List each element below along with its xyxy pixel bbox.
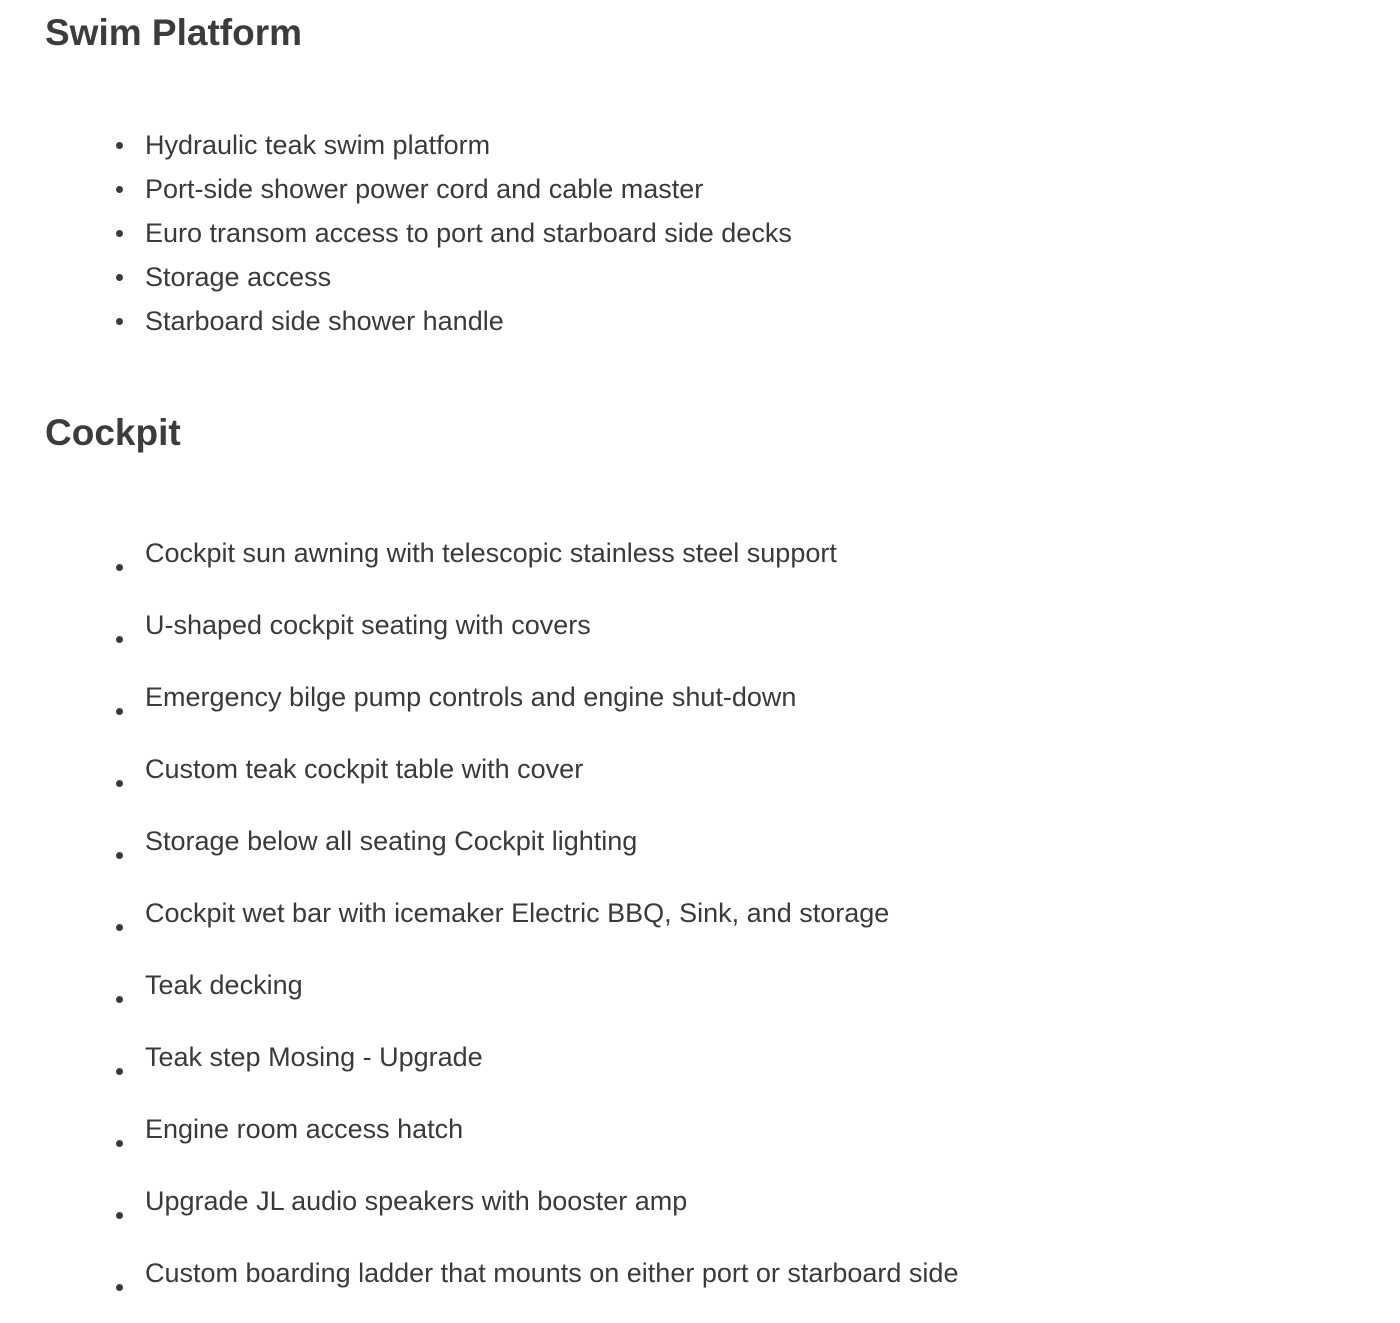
list-item-text: Hydraulic teak swim platform [145, 130, 491, 160]
list-item-text: Engine room access hatch [145, 1114, 464, 1144]
list-item [45, 675, 1345, 747]
bullet-icon [116, 924, 123, 931]
list-item [45, 211, 1345, 255]
list-item [45, 603, 1345, 675]
bullet-icon [116, 636, 123, 643]
bullet-icon [116, 996, 123, 1003]
list-item-text: U-shaped cockpit seating with covers [145, 610, 591, 640]
bullet-icon [116, 852, 123, 859]
list-item [45, 167, 1345, 211]
list-item [45, 963, 1345, 1035]
bullet-icon [116, 708, 123, 715]
feature-list [45, 123, 1345, 343]
section-swim-platform [45, 11, 1345, 343]
list-item-text: Custom teak cockpit table with cover [145, 754, 584, 784]
list-item-text: Teak decking [145, 970, 303, 1000]
bullet-icon [116, 564, 123, 571]
list-item [45, 1179, 1345, 1251]
list-item-text: Port-side shower power cord and cable master [145, 174, 704, 204]
list-item [45, 299, 1345, 343]
section-title: Swim Platform [45, 12, 302, 53]
list-item-text: Custom boarding ladder that mounts on either port or starboard side [145, 1258, 959, 1288]
list-item [45, 123, 1345, 167]
bullet-icon [116, 274, 123, 281]
bullet-icon [116, 318, 123, 325]
list-item [45, 1251, 1345, 1323]
list-item-text: Emergency bilge pump controls and engine shut-down [145, 682, 797, 712]
bullet-icon [116, 230, 123, 237]
list-item-text: Storage access [145, 262, 332, 292]
list-item-text: Cockpit sun awning with telescopic stainless steel support [145, 538, 837, 568]
bullet-icon [116, 1140, 123, 1147]
section-cockpit [45, 411, 1345, 1323]
bullet-icon [116, 186, 123, 193]
list-item-text: Upgrade JL audio speakers with booster amp [145, 1186, 688, 1216]
bullet-icon [116, 1284, 123, 1291]
list-item [45, 747, 1345, 819]
list-item-text: Euro transom access to port and starboard side decks [145, 218, 792, 248]
bullet-icon [116, 1068, 123, 1075]
list-item-text: Cockpit wet bar with icemaker Electric BBQ, Sink, and storage [145, 898, 890, 928]
bullet-icon [116, 142, 123, 149]
list-item-text: Teak step Mosing - Upgrade [145, 1042, 483, 1072]
list-item-text: Starboard side shower handle [145, 306, 504, 336]
feature-list [45, 531, 1345, 1323]
list-item [45, 1107, 1345, 1179]
list-item [45, 531, 1345, 603]
bullet-icon [116, 780, 123, 787]
bullet-icon [116, 1212, 123, 1219]
list-item-text: Storage below all seating Cockpit lighting [145, 826, 638, 856]
list-item [45, 255, 1345, 299]
section-title: Cockpit [45, 412, 181, 453]
list-item [45, 819, 1345, 891]
list-item [45, 1035, 1345, 1107]
list-item [45, 891, 1345, 963]
